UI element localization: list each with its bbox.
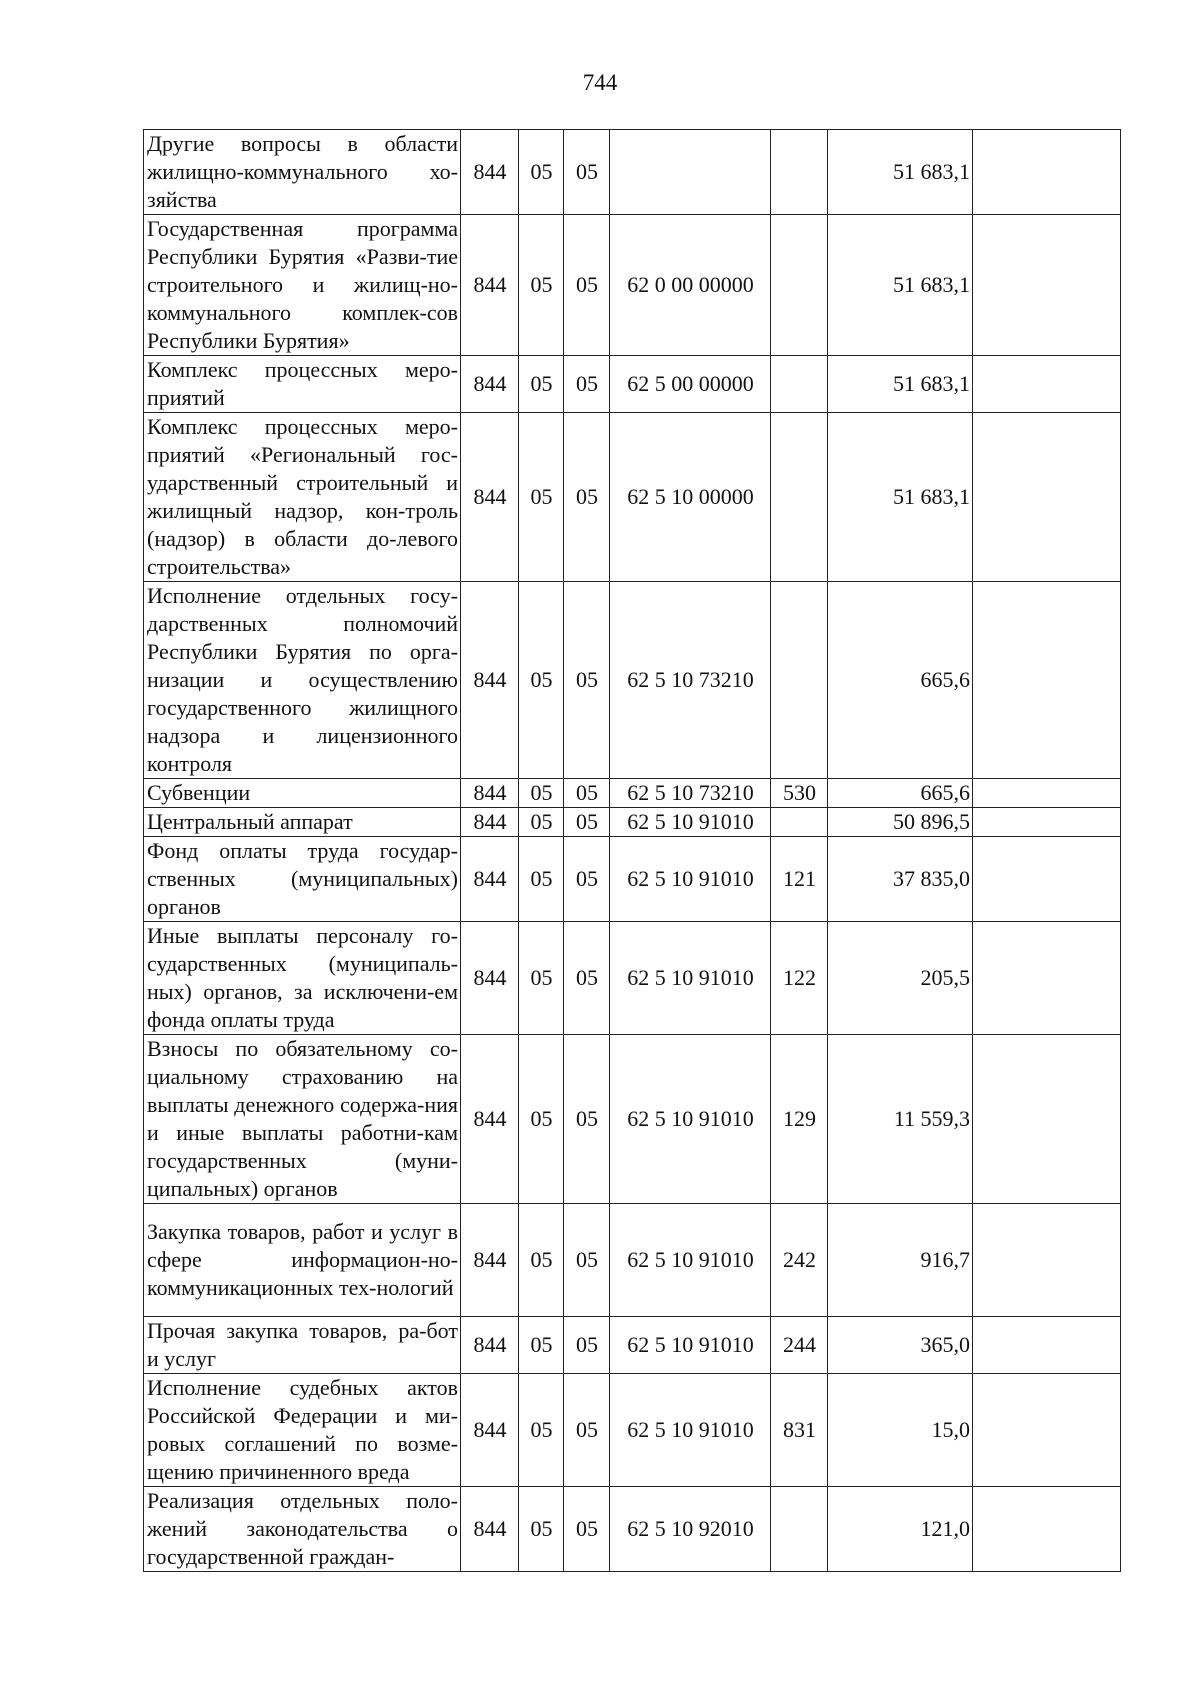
amount-cell: 11 559,3 [828,1035,973,1204]
extra-cell [973,582,1121,779]
ministry-code-cell: 844 [461,582,519,779]
ministry-code-cell: 844 [461,1035,519,1204]
table-row [144,356,1121,413]
table-row [144,130,1121,215]
target-item-code-cell: 62 0 00 00000 [610,215,771,356]
amount-cell: 51 683,1 [828,356,973,413]
row-name-cell: Закупка товаров, работ и услуг в сфере информацион-но-коммуникационных тех-нологий [144,1204,461,1317]
amount-cell: 50 896,5 [828,808,973,837]
row-name-cell: Реализация отдельных поло-жений законодательства о государственной граждан- [144,1487,461,1572]
extra-cell [973,808,1121,837]
subsection-code-cell: 05 [564,1204,610,1317]
target-item-code-cell: 62 5 10 91010 [610,1374,771,1487]
section-code-cell: 05 [519,1035,564,1204]
table-row [144,808,1121,837]
section-code-cell: 05 [519,779,564,808]
row-name-cell: Комплекс процессных меро-приятий [144,356,461,413]
section-code-cell: 05 [519,837,564,922]
expense-type-code-cell [771,130,828,215]
subsection-code-cell: 05 [564,779,610,808]
subsection-code-cell: 05 [564,837,610,922]
ministry-code-cell: 844 [461,215,519,356]
section-code-cell: 05 [519,922,564,1035]
section-code-cell: 05 [519,1204,564,1317]
subsection-code-cell: 05 [564,413,610,582]
expense-type-code-cell: 242 [771,1204,828,1317]
row-name-cell: Субвенции [144,779,461,808]
row-name-cell: Фонд оплаты труда государ-ственных (муниципальных) органов [144,837,461,922]
amount-cell: 665,6 [828,582,973,779]
target-item-code-cell: 62 5 10 00000 [610,413,771,582]
row-name-cell: Другие вопросы в области жилищно-коммунального хо-зяйства [144,130,461,215]
subsection-code-cell: 05 [564,582,610,779]
table-row [144,837,1121,922]
table-row [144,1487,1121,1572]
expense-type-code-cell: 244 [771,1317,828,1374]
expense-type-code-cell [771,413,828,582]
amount-cell: 51 683,1 [828,413,973,582]
extra-cell [973,215,1121,356]
extra-cell [973,1204,1121,1317]
amount-cell: 51 683,1 [828,130,973,215]
target-item-code-cell: 62 5 10 73210 [610,582,771,779]
subsection-code-cell: 05 [564,215,610,356]
expense-type-code-cell: 122 [771,922,828,1035]
table-row [144,215,1121,356]
target-item-code-cell: 62 5 10 91010 [610,1204,771,1317]
extra-cell [973,922,1121,1035]
expense-type-code-cell [771,808,828,837]
amount-cell: 15,0 [828,1374,973,1487]
subsection-code-cell: 05 [564,1317,610,1374]
table-row [144,413,1121,582]
row-name-cell: Исполнение отдельных госу-дарственных полномочий Республики Бурятия по орга-низации и осуществлению государственного жилищного надзора и лицензионного контроля [144,582,461,779]
subsection-code-cell: 05 [564,130,610,215]
extra-cell [973,837,1121,922]
section-code-cell: 05 [519,1487,564,1572]
extra-cell [973,1035,1121,1204]
expense-type-code-cell: 831 [771,1374,828,1487]
extra-cell [973,413,1121,582]
amount-cell: 665,6 [828,779,973,808]
row-name-cell: Комплекс процессных меро-приятий «Региональный гос-ударственный строительный и жилищный надзор, кон-троль (надзор) в области до-левого строительства» [144,413,461,582]
ministry-code-cell: 844 [461,1374,519,1487]
expense-type-code-cell [771,215,828,356]
row-name-cell: Исполнение судебных актов Российской Федерации и ми-ровых соглашений по возме-щению причиненного вреда [144,1374,461,1487]
target-item-code-cell: 62 5 10 91010 [610,837,771,922]
table-row [144,1204,1121,1317]
target-item-code-cell: 62 5 10 91010 [610,1035,771,1204]
row-name-cell: Государственная программа Республики Бурятия «Разви-тие строительного и жилищ-но-коммунального комплек-сов Республики Бурятия» [144,215,461,356]
budget-table-body [144,130,1121,1572]
section-code-cell: 05 [519,215,564,356]
expense-type-code-cell: 129 [771,1035,828,1204]
amount-cell: 51 683,1 [828,215,973,356]
ministry-code-cell: 844 [461,808,519,837]
amount-cell: 205,5 [828,922,973,1035]
target-item-code-cell: 62 5 10 91010 [610,808,771,837]
section-code-cell: 05 [519,582,564,779]
subsection-code-cell: 05 [564,1035,610,1204]
expense-type-code-cell: 530 [771,779,828,808]
budget-table [143,129,1121,1572]
extra-cell [973,1374,1121,1487]
extra-cell [973,130,1121,215]
ministry-code-cell: 844 [461,1204,519,1317]
section-code-cell: 05 [519,1374,564,1487]
amount-cell: 37 835,0 [828,837,973,922]
ministry-code-cell: 844 [461,1317,519,1374]
table-row [144,922,1121,1035]
ministry-code-cell: 844 [461,413,519,582]
ministry-code-cell: 844 [461,1487,519,1572]
target-item-code-cell: 62 5 10 91010 [610,1317,771,1374]
extra-cell [973,1317,1121,1374]
ministry-code-cell: 844 [461,779,519,808]
table-row [144,582,1121,779]
ministry-code-cell: 844 [461,837,519,922]
target-item-code-cell [610,130,771,215]
section-code-cell: 05 [519,413,564,582]
expense-type-code-cell: 121 [771,837,828,922]
subsection-code-cell: 05 [564,922,610,1035]
target-item-code-cell: 62 5 10 91010 [610,922,771,1035]
ministry-code-cell: 844 [461,130,519,215]
target-item-code-cell: 62 5 10 73210 [610,779,771,808]
section-code-cell: 05 [519,130,564,215]
subsection-code-cell: 05 [564,1487,610,1572]
target-item-code-cell: 62 5 00 00000 [610,356,771,413]
section-code-cell: 05 [519,1317,564,1374]
expense-type-code-cell [771,1487,828,1572]
section-code-cell: 05 [519,356,564,413]
subsection-code-cell: 05 [564,356,610,413]
row-name-cell: Иные выплаты персоналу го-сударственных (муниципаль-ных) органов, за исключени-ем фонда оплаты труда [144,922,461,1035]
target-item-code-cell: 62 5 10 92010 [610,1487,771,1572]
row-name-cell: Прочая закупка товаров, ра-бот и услуг [144,1317,461,1374]
extra-cell [973,356,1121,413]
section-code-cell: 05 [519,808,564,837]
subsection-code-cell: 05 [564,1374,610,1487]
subsection-code-cell: 05 [564,808,610,837]
table-row [144,779,1121,808]
table-row [144,1035,1121,1204]
expense-type-code-cell [771,582,828,779]
extra-cell [973,779,1121,808]
table-row [144,1374,1121,1487]
expense-type-code-cell [771,356,828,413]
amount-cell: 365,0 [828,1317,973,1374]
row-name-cell: Центральный аппарат [144,808,461,837]
page-number: 744 [582,70,618,95]
table-row [144,1317,1121,1374]
amount-cell: 916,7 [828,1204,973,1317]
ministry-code-cell: 844 [461,356,519,413]
amount-cell: 121,0 [828,1487,973,1572]
row-name-cell: Взносы по обязательному со-циальному страхованию на выплаты денежного содержа-ния и иные выплаты работни-кам государственных (муни-ципальных) органов [144,1035,461,1204]
ministry-code-cell: 844 [461,922,519,1035]
extra-cell [973,1487,1121,1572]
